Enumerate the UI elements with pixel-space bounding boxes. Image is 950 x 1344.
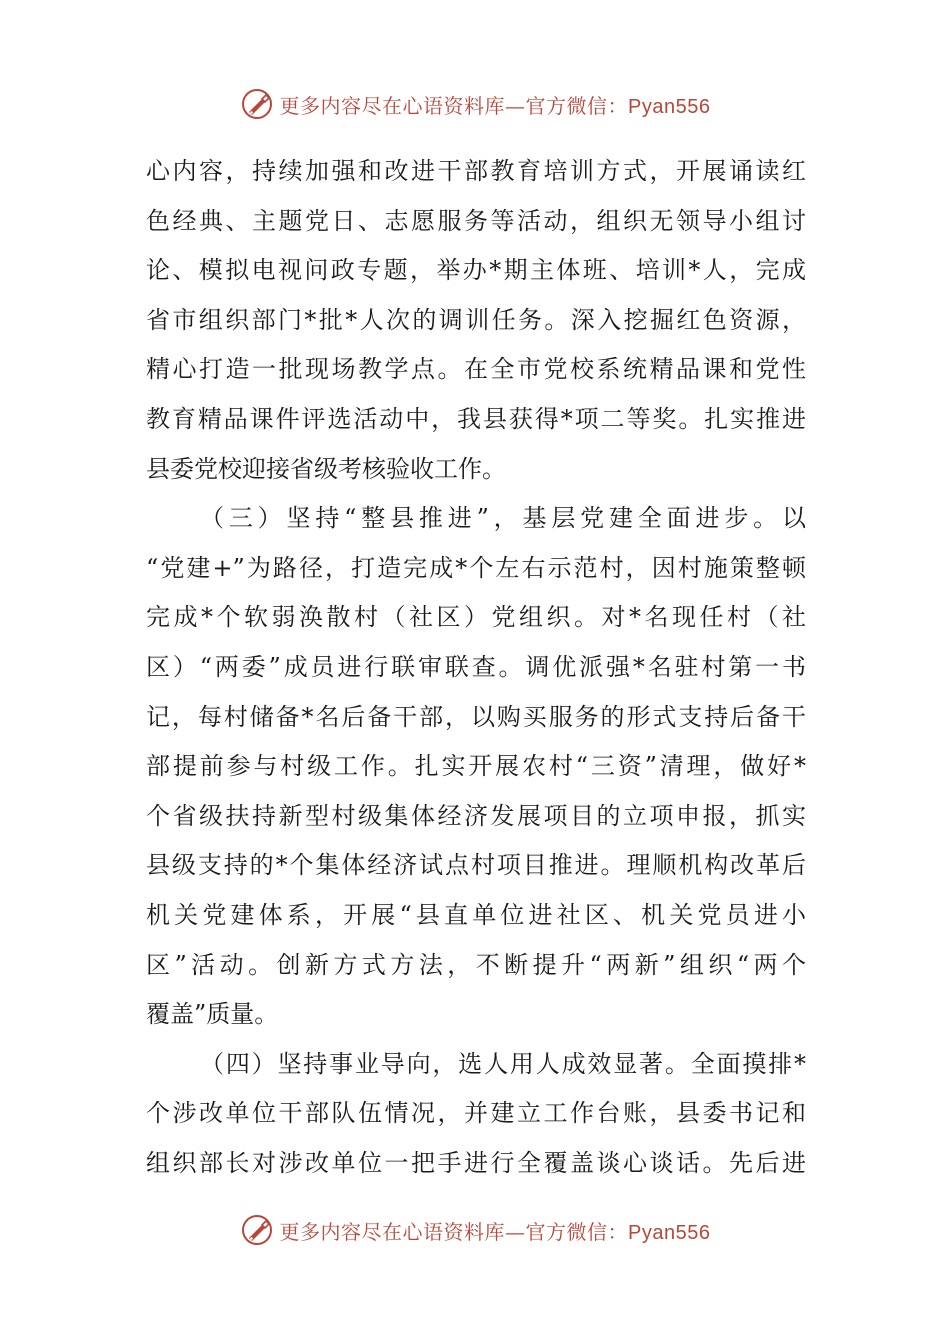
text-line: 县委党校迎接省级考核验收工作。 — [146, 454, 506, 483]
text-line: 组织部长对涉改单位一把手进行全覆盖谈心谈话。先后进 — [146, 1148, 806, 1177]
section-four-heading-line: （四）坚持事业导向，选人用人成效显著。全面摸排* — [200, 1049, 806, 1078]
text-line: “党建+”为路径，打造完成*个左右示范村，因村施策整顿 — [146, 553, 806, 582]
text-line: 心内容，持续加强和改进干部教育培训方式，开展诵读红 — [146, 157, 806, 185]
section-three-heading-line: （三）坚持“整县推进”，基层党建全面进步。以 — [200, 504, 806, 533]
text-line: 省市组织部门*批*人次的调训任务。深入挖掘红色资源， — [146, 305, 806, 334]
text-line: 区”活动。创新方式方法，不断提升“两新”组织“两个 — [146, 950, 806, 979]
text-line: 机关党建体系，开展“县直单位进社区、机关党员进小 — [146, 900, 806, 929]
text-line: 完成*个软弱涣散村（社区）党组织。对*名现任村（社 — [146, 603, 806, 632]
text-line: 部提前参与村级工作。扎实开展农村“三资”清理，做好* — [146, 752, 806, 781]
text-line: 精心打造一批现场教学点。在全市党校系统精品课和党性 — [146, 355, 806, 384]
text-line: 区）“两委”成员进行联审联查。调优派强*名驻村第一书 — [146, 652, 806, 681]
watermark-text: 更多内容尽在心语资料库—官方微信： — [279, 93, 629, 118]
watermark-handle: Pyan556 — [628, 1221, 711, 1244]
document-body — [146, 147, 806, 1188]
watermark-handle: Pyan556 — [628, 95, 711, 118]
header-watermark — [0, 84, 950, 124]
text-line: 记，每村储备*名后备干部，以购买服务的形式支持后备干 — [146, 702, 806, 731]
pen-nib-seal-icon — [240, 1213, 274, 1247]
text-line: 个涉改单位干部队伍情况，并建立工作台账，县委书记和 — [146, 1099, 806, 1128]
text-line: 教育精品课件评选活动中，我县获得*项二等奖。扎实推进 — [146, 404, 806, 433]
text-line: 个省级扶持新型村级集体经济发展项目的立项申报，抓实 — [146, 801, 806, 830]
text-line: 论、模拟电视问政专题，举办*期主体班、培训*人，完成 — [146, 256, 806, 285]
text-line: 县级支持的*个集体经济试点村项目推进。理顺机构改革后 — [146, 851, 806, 880]
text-line: 色经典、主题党日、志愿服务等活动，组织无领导小组讨 — [146, 206, 806, 235]
text-line: 覆盖”质量。 — [146, 1000, 279, 1029]
watermark-text: 更多内容尽在心语资料库—官方微信： — [279, 1219, 629, 1244]
pen-nib-seal-icon — [240, 87, 274, 121]
footer-watermark — [0, 1210, 950, 1250]
